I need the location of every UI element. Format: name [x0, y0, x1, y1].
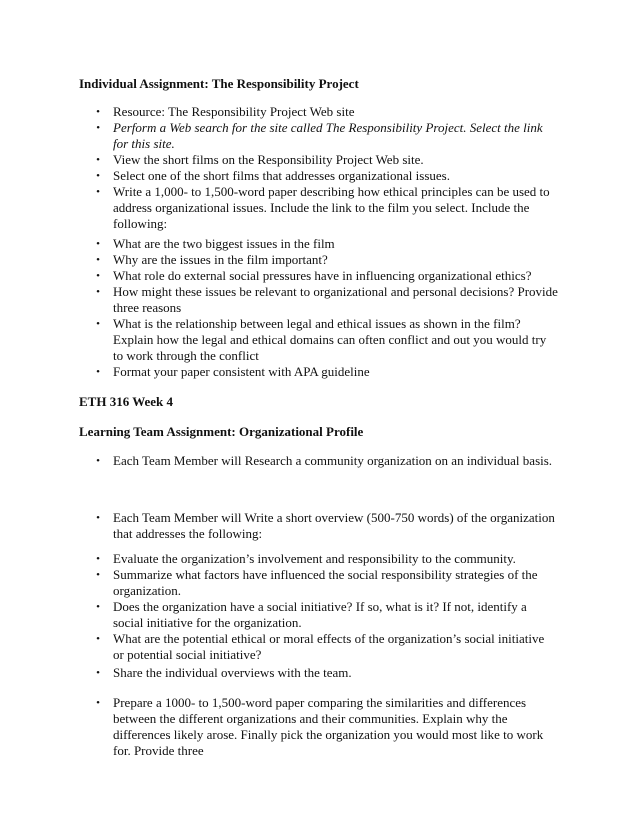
list-item — [0, 665, 638, 681]
bullet-icon: • — [96, 154, 100, 166]
bullet-list-film-questions — [0, 236, 638, 364]
list-item — [0, 364, 638, 380]
list-item — [0, 695, 638, 759]
list-item — [0, 316, 638, 364]
bullet-icon: • — [96, 170, 100, 182]
list-item-text: Each Team Member will Write a short overview (500-750 words) of the organization that addresses the following: — [113, 510, 555, 541]
list-item — [0, 510, 638, 542]
list-item — [0, 236, 638, 252]
list-item-text: Each Team Member will Research a community organization on an individual basis. — [113, 453, 553, 468]
list-item — [0, 104, 638, 120]
bullet-icon: • — [96, 286, 100, 298]
bullet-icon: • — [96, 270, 100, 282]
list-item — [0, 631, 638, 663]
bullet-list-research — [0, 453, 638, 469]
list-item — [0, 268, 638, 284]
bullet-list-instructions — [0, 104, 638, 232]
bullet-list-evaluation — [0, 551, 638, 663]
list-item-text: Format your paper consistent with APA guideline — [113, 364, 370, 379]
bullet-icon: • — [96, 186, 100, 198]
list-item — [0, 184, 638, 232]
bullet-icon: • — [96, 238, 100, 250]
section-heading-individual-assignment: Individual Assignment: The Responsibility Project — [79, 76, 359, 91]
list-item-text: Resource: The Responsibility Project Web site — [113, 104, 355, 119]
list-item-text: Why are the issues in the film important? — [113, 252, 328, 267]
list-item-text: What role do external social pressures have in influencing organizational ethics? — [113, 268, 532, 283]
list-item — [0, 551, 638, 567]
list-item-text: How might these issues be relevant to organizational and personal decisions? Provide three reasons — [113, 284, 558, 315]
bullet-list-share — [0, 665, 638, 681]
list-item-text: Perform a Web search for the site called The Responsibility Project. Select the link for this site. — [113, 120, 543, 151]
list-item-text: Prepare a 1000- to 1,500-word paper comparing the similarities and differences between the different organizations and their communities. Explain why the differences likely arose. Finally pick the organization you would most like to work for. Provide three — [113, 695, 544, 758]
bullet-icon: • — [96, 106, 100, 118]
bullet-icon: • — [96, 455, 100, 467]
list-item — [0, 567, 638, 599]
list-item — [0, 168, 638, 184]
list-item-text: Write a 1,000- to 1,500-word paper describing how ethical principles can be used to address organizational issues. Include the link to the film you select. Include the following: — [113, 184, 550, 231]
list-item-text: What are the two biggest issues in the film — [113, 236, 335, 251]
bullet-icon: • — [96, 697, 100, 709]
list-item-text: Evaluate the organization’s involvement and responsibility to the community. — [113, 551, 516, 566]
list-item-text: Does the organization have a social initiative? If so, what is it? If not, identify a social initiative for the organization. — [113, 599, 527, 630]
list-item-text: Share the individual overviews with the team. — [113, 665, 352, 680]
list-item-text: Summarize what factors have influenced the social responsibility strategies of the organization. — [113, 567, 538, 598]
list-item — [0, 453, 638, 469]
section-heading-learning-team: Learning Team Assignment: Organizational Profile — [79, 424, 364, 439]
bullet-icon: • — [96, 122, 100, 134]
week-heading: ETH 316 Week 4 — [79, 394, 174, 409]
list-item — [0, 120, 638, 152]
bullet-list-overview — [0, 510, 638, 542]
bullet-list-paper — [0, 695, 638, 759]
list-item — [0, 252, 638, 268]
bullet-list-format — [0, 364, 638, 380]
list-item-text: What is the relationship between legal and ethical issues as shown in the film? Explain how the legal and ethical domains can often conflict and out you would try to work through the conflict — [113, 316, 547, 363]
bullet-icon: • — [96, 633, 100, 645]
bullet-icon: • — [96, 318, 100, 330]
bullet-icon: • — [96, 366, 100, 378]
list-item-text: Select one of the short films that addresses organizational issues. — [113, 168, 450, 183]
list-item — [0, 152, 638, 168]
bullet-icon: • — [96, 667, 100, 679]
list-item — [0, 599, 638, 631]
list-item-text: View the short films on the Responsibility Project Web site. — [113, 152, 424, 167]
bullet-icon: • — [96, 601, 100, 613]
bullet-icon: • — [96, 553, 100, 565]
bullet-icon: • — [96, 569, 100, 581]
list-item-text: What are the potential ethical or moral effects of the organization’s social initiative or potential social initiative? — [113, 631, 545, 662]
list-item — [0, 284, 638, 316]
bullet-icon: • — [96, 512, 100, 524]
bullet-icon: • — [96, 254, 100, 266]
